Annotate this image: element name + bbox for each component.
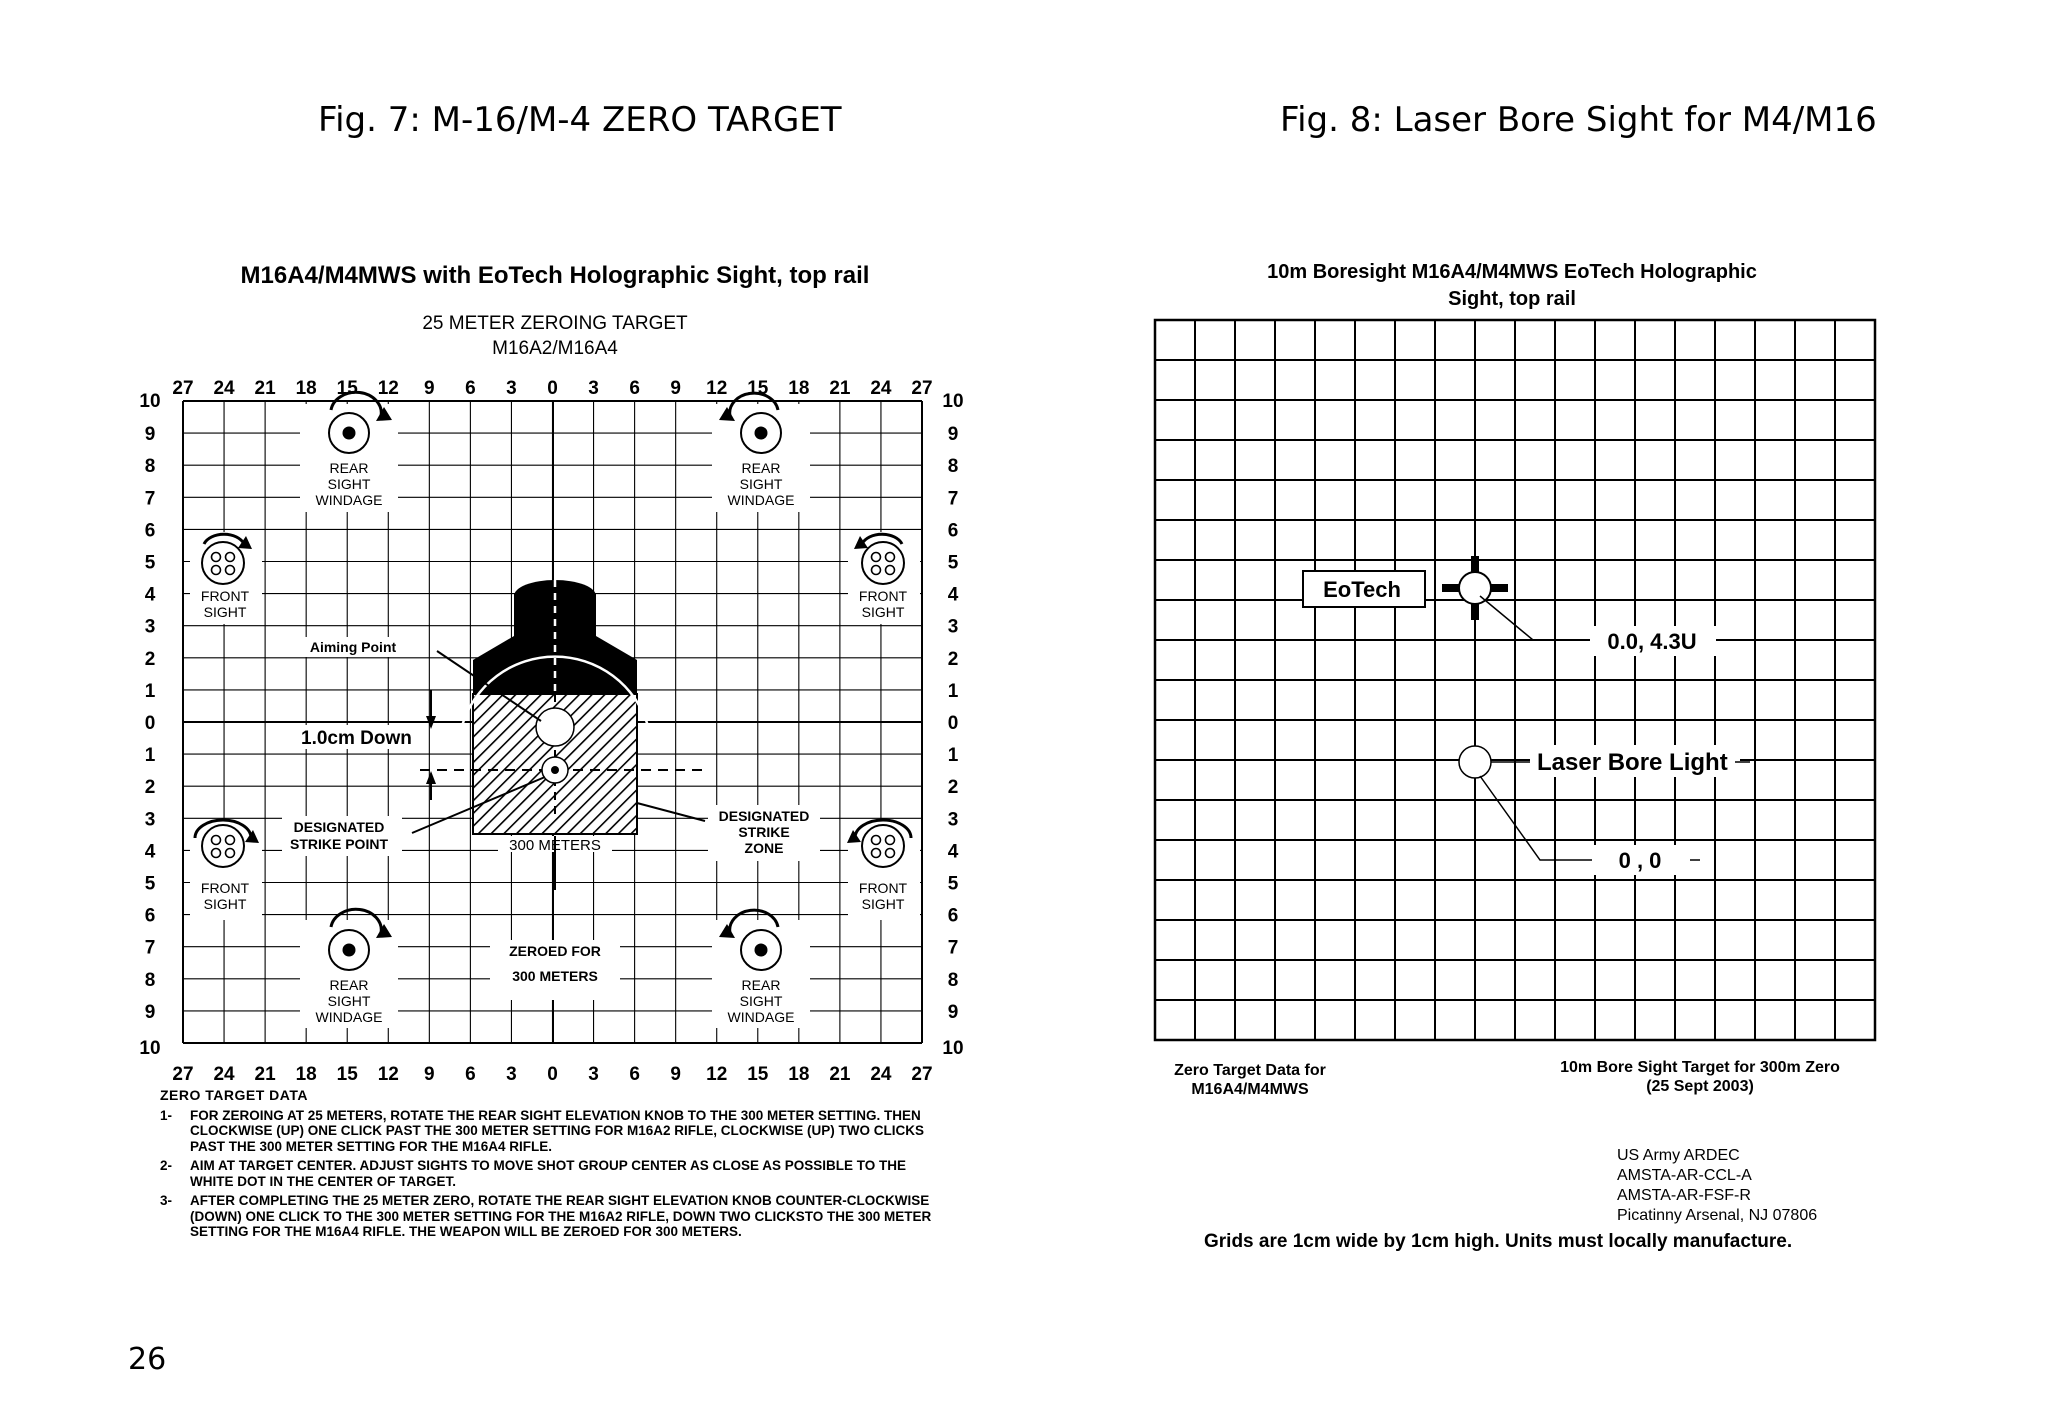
rear-sight-label-3: WINDAGE (727, 1009, 795, 1025)
left-tick-label: 5 (144, 873, 156, 895)
left-tick-label: 4 (144, 841, 156, 863)
left-tick-label: 2 (144, 648, 156, 670)
address-line: AMSTA-AR-FSF-R (1617, 1187, 1751, 1204)
right-tick-label: 0 (947, 713, 959, 734)
aiming-point-label: Aiming Point (309, 639, 397, 655)
address-line: AMSTA-AR-CCL-A (1617, 1167, 1752, 1184)
top-tick-label: 21 (254, 378, 276, 399)
right-tick-label: 8 (947, 969, 959, 991)
right-tick-label: 9 (947, 424, 959, 446)
fig7-subtitle-2: M16A2/M16A4 (492, 338, 618, 359)
left-tick-label: 6 (144, 905, 156, 927)
rear-sight-windage-top-left (300, 392, 398, 512)
left-tick-label: 6 (144, 520, 156, 542)
rear-sight-label-3: WINDAGE (315, 1009, 383, 1025)
down-label: 1.0cm Down (301, 728, 412, 749)
right-tick-label: 3 (947, 616, 959, 638)
zeroed-for-label-2: 300 METERS (512, 968, 598, 984)
rear-sight-label-2: SIGHT (739, 993, 783, 1009)
front-sight-lower-right (847, 820, 920, 920)
left-tick-label: 9 (144, 1001, 156, 1023)
bottom-tick-label: 3 (588, 1064, 599, 1085)
front-sight-upper-left (190, 532, 262, 624)
top-tick-label: 9 (670, 378, 681, 399)
zero-target-data (160, 1088, 950, 1240)
reticle-bar-bottom (1471, 604, 1479, 620)
strike-zone-label-1: DESIGNATED (718, 808, 810, 824)
top-tick-label: 3 (588, 378, 599, 399)
top-tick-label: 3 (506, 378, 517, 399)
address-block (1617, 1146, 1817, 1226)
rear-sight-label-2: SIGHT (327, 476, 371, 492)
caption-line: Zero Target Data for (1174, 1062, 1326, 1079)
fig7-header: M16A4/M4MWS with EoTech Holographic Sight, top rail (240, 262, 870, 289)
left-tick-label: 9 (144, 424, 156, 446)
fig7-top-tick-labels (172, 378, 932, 399)
down-arrow-bottom-head (426, 771, 436, 784)
top-tick-label: 9 (424, 378, 435, 399)
zero-target-data-item (160, 1193, 950, 1240)
bottom-tick-label: 24 (213, 1064, 235, 1085)
bottom-tick-label: 0 (547, 1064, 558, 1085)
bottom-tick-label: 12 (377, 1064, 399, 1085)
left-tick-label: 3 (144, 616, 156, 638)
left-tick-label: 5 (144, 552, 156, 574)
rear-sight-windage-bottom-left (300, 909, 398, 1028)
front-sight-label-2: SIGHT (203, 604, 247, 620)
laser-coord: 0 , 0 (1618, 848, 1662, 873)
front-sight-label-1: FRONT (858, 880, 908, 896)
rear-sight-label-3: WINDAGE (727, 492, 795, 508)
bottom-tick-label: 27 (172, 1064, 194, 1085)
meters-label: 300 METERS (509, 837, 601, 854)
left-tick-label: 0 (144, 713, 156, 734)
right-tick-label: 6 (947, 905, 959, 927)
item-number: 2- (160, 1158, 173, 1173)
item-text: AFTER COMPLETING THE 25 METER ZERO, ROTATE THE REAR SIGHT ELEVATION KNOB COUNTER-CLOCKWISE (DOWN) ONE CLICK TO THE 300 METER SETTING FOR THE M16A2 RIFLE, DOWN TWO CLICKSTO THE 300 METER SETTING FOR THE M16A4 RIFLE. THE WEAPON WILL BE ZEROED FOR 300 METERS. (190, 1193, 932, 1239)
top-tick-label: 12 (706, 378, 728, 399)
strike-zone-label-2: STRIKE (738, 824, 790, 840)
caption-line: (25 Sept 2003) (1646, 1078, 1754, 1095)
rear-sight-label-1: REAR (741, 977, 781, 993)
item-number: 3- (160, 1193, 173, 1208)
fig7-right-tick-labels (942, 391, 963, 1059)
right-tick-label: 10 (942, 391, 964, 412)
address-line: Picatinny Arsenal, NJ 07806 (1617, 1207, 1818, 1224)
rear-sight-windage-top-right (712, 393, 810, 512)
rear-sight-label-2: SIGHT (739, 476, 783, 492)
eotech-label: EoTech (1323, 577, 1401, 602)
fig7-subtitle-1: 25 METER ZEROING TARGET (422, 313, 688, 334)
item-number: 1- (160, 1107, 173, 1123)
left-tick-label: 7 (144, 488, 156, 510)
strike-point-label-2: STRIKE POINT (289, 836, 389, 852)
left-tick-label: 4 (144, 584, 156, 606)
fig8-header-1: 10m Boresight M16A4/M4MWS EoTech Holographic (1267, 261, 1757, 283)
right-tick-label: 2 (947, 777, 959, 799)
bottom-tick-label: 27 (911, 1064, 933, 1085)
top-tick-label: 18 (788, 378, 810, 399)
bottom-tick-label: 15 (336, 1064, 358, 1085)
right-tick-label: 10 (942, 1038, 964, 1059)
fig7-title: Fig. 7: M-16/M-4 ZERO TARGET (318, 100, 842, 140)
bottom-tick-label: 9 (670, 1064, 681, 1085)
rear-sight-label-3: WINDAGE (315, 492, 383, 508)
zeroed-for-label-1: ZEROED FOR (509, 943, 601, 959)
right-tick-label: 7 (947, 937, 959, 959)
fig7-left-tick-labels (139, 391, 160, 1059)
right-tick-label: 2 (947, 648, 959, 670)
page-number: 26 (128, 1342, 167, 1377)
zero-target-data-item (160, 1108, 950, 1155)
left-tick-label: 7 (144, 937, 156, 959)
top-tick-label: 27 (172, 378, 194, 399)
front-sight-lower-left (190, 820, 262, 920)
bottom-tick-label: 9 (424, 1064, 435, 1085)
top-tick-label: 6 (465, 378, 476, 399)
fig8-title: Fig. 8: Laser Bore Sight for M4/M16 (1280, 100, 1877, 140)
reticle-bar-top (1471, 556, 1479, 572)
left-tick-label: 1 (144, 745, 156, 767)
laser-circle (1459, 746, 1491, 778)
front-sight-upper-right (848, 532, 920, 624)
reticle-bar-left (1442, 584, 1459, 592)
caption-line: M16A4/M4MWS (1191, 1081, 1309, 1098)
right-tick-label: 8 (947, 456, 959, 478)
right-tick-label: 5 (947, 552, 959, 574)
bottom-tick-label: 6 (465, 1064, 476, 1085)
strike-point-center (551, 766, 559, 774)
item-text: AIM AT TARGET CENTER. ADJUST SIGHTS TO MOVE SHOT GROUP CENTER AS CLOSE AS POSSIBLE TO THE WHITE DOT IN THE CENTER OF TARGET. (190, 1158, 907, 1189)
fig8-grid (1155, 320, 1875, 1040)
bottom-tick-label: 21 (254, 1064, 276, 1085)
rear-sight-label-1: REAR (741, 460, 781, 476)
top-tick-label: 12 (377, 378, 399, 399)
front-sight-label-1: FRONT (200, 588, 250, 604)
silhouette-target (420, 580, 705, 890)
eotech-coord: 0.0, 4.3U (1607, 629, 1697, 654)
left-tick-label: 1 (144, 680, 156, 702)
aiming-point-dot (536, 708, 574, 746)
left-tick-label: 8 (144, 969, 156, 991)
laser-label: Laser Bore Light (1537, 749, 1728, 776)
front-sight-label-1: FRONT (200, 880, 250, 896)
bottom-tick-label: 24 (870, 1064, 892, 1085)
bottom-tick-label: 6 (629, 1064, 640, 1085)
strike-point-label-1: DESIGNATED (293, 819, 385, 835)
top-tick-label: 15 (747, 378, 769, 399)
right-tick-label: 9 (947, 1001, 959, 1023)
grid-note: Grids are 1cm wide by 1cm high. Units must locally manufacture. (1204, 1231, 1793, 1252)
fig8-caption-left (1150, 1061, 1350, 1099)
top-tick-label: 21 (829, 378, 851, 399)
top-tick-label: 24 (213, 378, 235, 399)
left-tick-label: 10 (139, 1038, 161, 1059)
bottom-tick-label: 21 (829, 1064, 851, 1085)
right-tick-label: 4 (947, 584, 959, 606)
right-tick-label: 1 (947, 745, 959, 767)
top-tick-label: 0 (547, 378, 558, 399)
zero-target-data-heading: ZERO TARGET DATA (160, 1087, 308, 1103)
rear-sight-label-1: REAR (329, 460, 369, 476)
front-sight-label-1: FRONT (858, 588, 908, 604)
right-tick-label: 3 (947, 809, 959, 831)
eotech-reticle-circle (1459, 572, 1491, 604)
left-tick-label: 10 (139, 391, 161, 412)
bottom-tick-label: 18 (295, 1064, 317, 1085)
front-sight-label-2: SIGHT (203, 896, 247, 912)
top-tick-label: 27 (911, 378, 933, 399)
zero-target-data-item (160, 1158, 950, 1189)
top-tick-label: 24 (870, 378, 892, 399)
caption-line: 10m Bore Sight Target for 300m Zero (1560, 1059, 1840, 1076)
rear-sight-windage-bottom-right (712, 910, 810, 1028)
top-tick-label: 18 (295, 378, 317, 399)
right-tick-label: 4 (947, 841, 959, 863)
right-tick-label: 7 (947, 488, 959, 510)
rear-sight-label-1: REAR (329, 977, 369, 993)
item-text: FOR ZEROING AT 25 METERS, ROTATE THE REAR SIGHT ELEVATION KNOB TO THE 300 METER SETTING. THEN CLOCKWISE (UP) ONE CLICK PAST THE 300 METER SETTING FOR M16A2 RIFLE, CLOCKWISE (UP) TWO CLICKS PAST THE 300 METER SETTING FOR THE M16A4 RIFLE. (190, 1107, 925, 1154)
rear-sight-label-2: SIGHT (327, 993, 371, 1009)
left-tick-label: 3 (144, 809, 156, 831)
bottom-tick-label: 18 (788, 1064, 810, 1085)
bottom-tick-label: 12 (706, 1064, 728, 1085)
fig7-bottom-tick-labels (172, 1064, 932, 1085)
left-tick-label: 8 (144, 456, 156, 478)
bottom-tick-label: 15 (747, 1064, 769, 1085)
fig8-caption-right (1530, 1058, 1870, 1096)
bottom-tick-label: 3 (506, 1064, 517, 1085)
top-tick-label: 15 (336, 378, 358, 399)
right-tick-label: 1 (947, 680, 959, 702)
top-tick-label: 6 (629, 378, 640, 399)
address-line: US Army ARDEC (1617, 1147, 1740, 1164)
front-sight-label-2: SIGHT (861, 896, 905, 912)
fig8-header-2: Sight, top rail (1448, 288, 1576, 310)
front-sight-label-2: SIGHT (861, 604, 905, 620)
left-tick-label: 2 (144, 777, 156, 799)
reticle-bar-right (1491, 584, 1508, 592)
right-tick-label: 6 (947, 520, 959, 542)
right-tick-label: 5 (947, 873, 959, 895)
strike-zone-label-3: ZONE (744, 840, 784, 856)
